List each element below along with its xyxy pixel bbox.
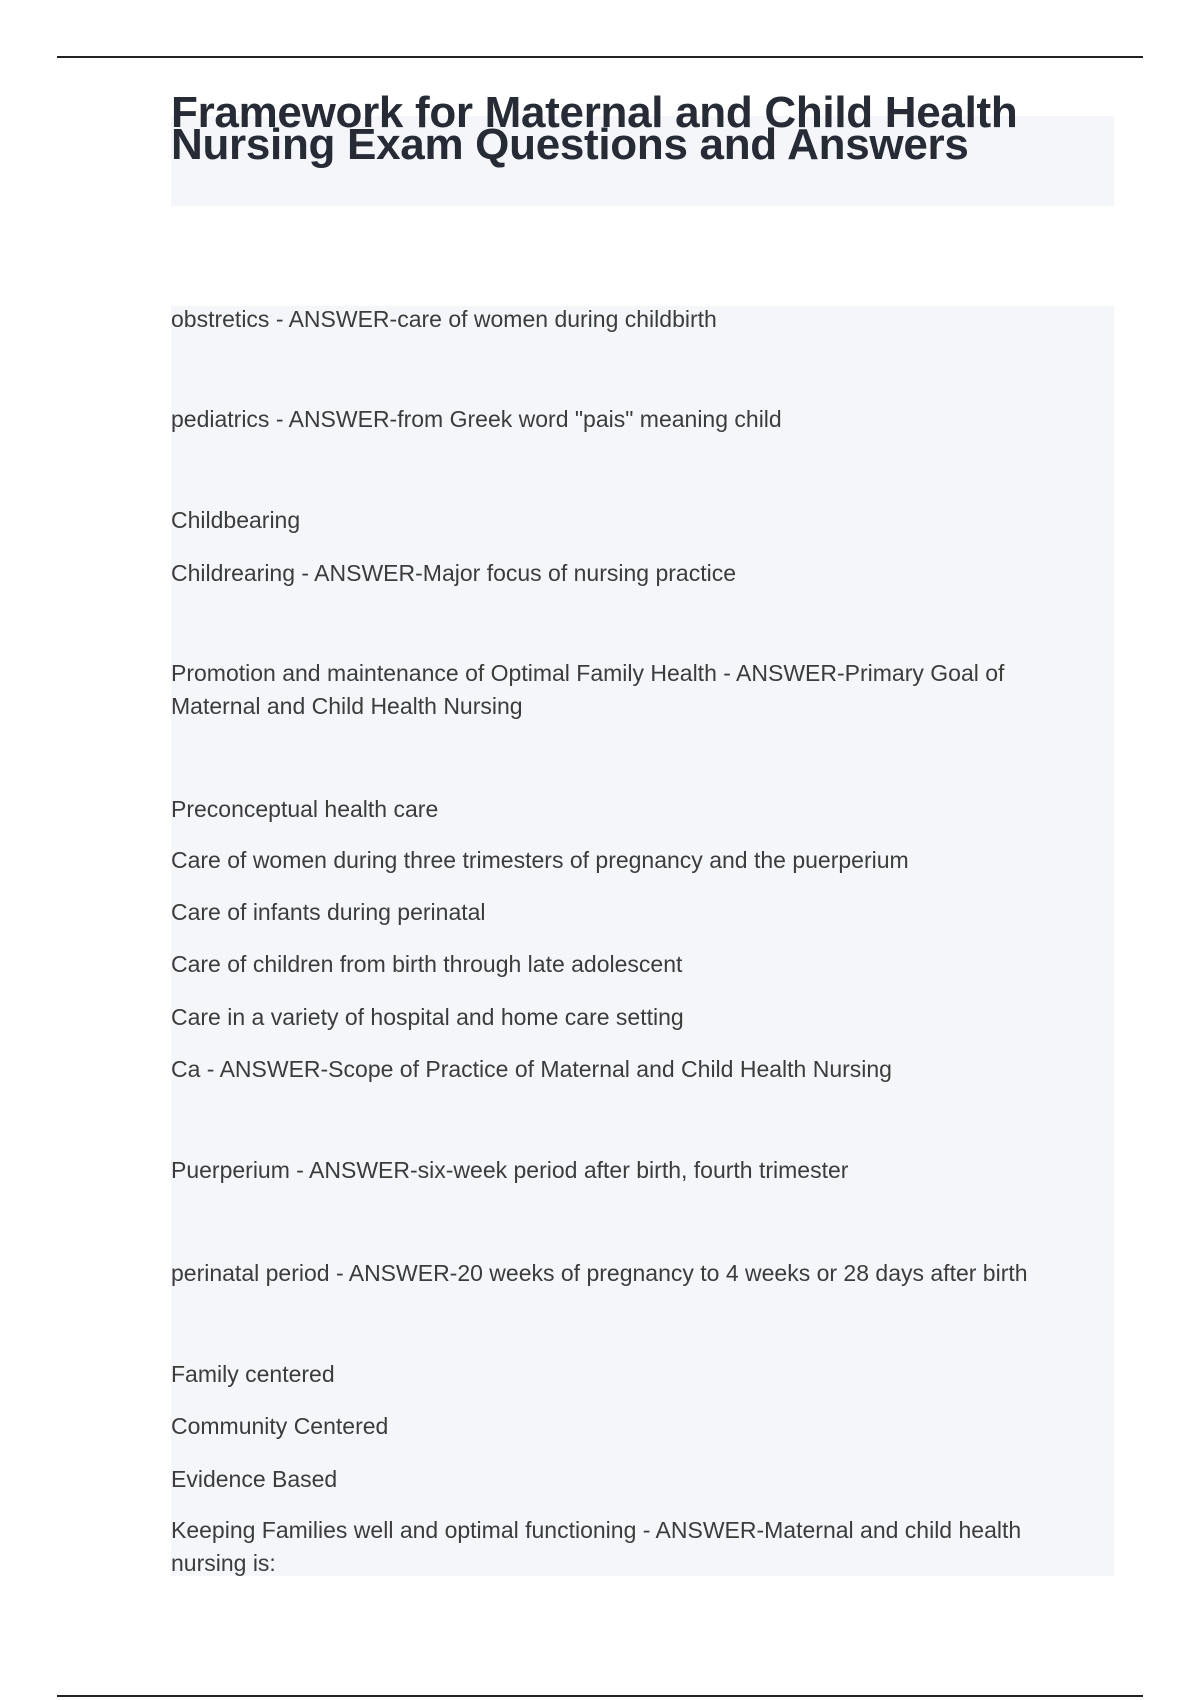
qa-line: Care in a variety of hospital and home care setting [171, 1004, 684, 1030]
document-title: Framework for Maternal and Child Health Nursing Exam Questions and Answers [171, 88, 1018, 169]
qa-line: Preconceptual health care [171, 796, 439, 822]
qa-line: Ca - ANSWER-Scope of Practice of Maternal and Child Health Nursing [171, 1056, 892, 1082]
qa-line: Care of women during three trimesters of pregnancy and the puerperium [171, 847, 909, 873]
top-rule [57, 56, 1143, 58]
qa-line: Puerperium - ANSWER-six-week period after birth, fourth trimester [171, 1157, 849, 1183]
qa-line: Promotion and maintenance of Optimal Family Health - ANSWER-Primary Goal of Maternal and Child Health Nursing [171, 660, 1005, 719]
bottom-rule [57, 1695, 1143, 1697]
qa-line: Childbearing [171, 507, 301, 533]
qa-line: Care of children from birth through late adolescent [171, 951, 683, 977]
qa-line: Community Centered [171, 1413, 389, 1439]
qa-line: Keeping Families well and optimal functioning - ANSWER-Maternal and child health nursing is: [171, 1517, 1022, 1576]
qa-line: perinatal period - ANSWER-20 weeks of pregnancy to 4 weeks or 28 days after birth [171, 1260, 1028, 1286]
qa-line: obstretics - ANSWER-care of women during childbirth [171, 306, 717, 332]
qa-line: Care of infants during perinatal [171, 899, 486, 925]
qa-line: Childrearing - ANSWER-Major focus of nursing practice [171, 560, 736, 586]
qa-line: pediatrics - ANSWER-from Greek word "pais" meaning child [171, 406, 782, 432]
qa-line: Family centered [171, 1361, 335, 1387]
qa-line: Evidence Based [171, 1466, 338, 1492]
